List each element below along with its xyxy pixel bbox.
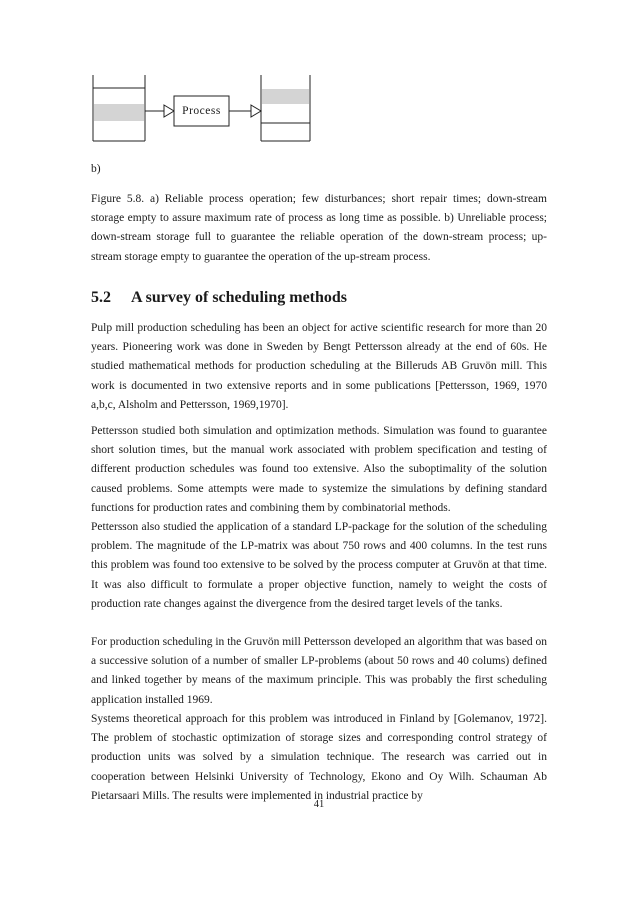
downstream-storage-level [262,89,309,104]
body-paragraph: Pulp mill production scheduling has been an object for active scientific research for more than 20 years. Pioneering work was done in Sweden by Bengt Pettersson already at the end of 60s. He studied mathematical methods for production scheduling at the Billeruds AB Gruvön mill. This work is documented in two extensive reports and in some publications [Pettersson, 1969, 1970 a,b,c, Alsholm and Pettersson, 1969,1970]. [91,322,547,411]
outflow-arrow [229,105,261,117]
process-diagram [0,0,638,150]
body-paragraph: Pettersson studied both simulation and optimization methods. Simulation was found to guarantee short solution times, but the manual work associated with problem specification and testing of different production schedules was found too extensive. Also the suboptimality of the solution caused problems. Some attempts were made to systemize the simulations by defining standard functions for production rates and combining them by combinatorial methods. [91,425,547,514]
section-title-text: A survey of scheduling methods [131,289,348,306]
page-number: 41 [313,799,325,810]
body-paragraph: For production scheduling in the Gruvön mill Pettersson developed an algorithm that was based on a successive solution of a number of smaller LP-problems (about 50 rows and 40 colums) defined and linked together by means of the maximum principle. This was probably the first scheduling application installed 1969. [91,636,547,706]
upstream-storage-level [94,104,144,121]
process-label: Process [182,105,221,117]
downstream-storage-tank [261,75,310,141]
body-paragraph: Pettersson also studied the application of a standard LP-package for the solution of the scheduling problem. The magnitude of the LP-matrix was about 750 rows and 400 columns. In the test runs this problem was found too extensive to be solved by the process computer at Gruvön at that time. It was also difficult to formulate a proper objective function, namely to weight the costs of production rate changes against the divergence from the desired target levels of the tanks. [91,521,547,610]
section-number: 5.2 [91,289,111,306]
inflow-arrow [145,105,174,117]
subfigure-tag: b) [91,163,101,175]
body-paragraph: Systems theoretical approach for this problem was introduced in Finland by [Golemanov, 1972]. The problem of stochastic optimization of storage sizes and corresponding control strategy of production units was solved by a simulation technique. The research was carried out in cooperation between Helsinki University of Technology, Ekono and Oy Wilh. Schauman Ab Pietarsaari Mills. The results were implemented in industrial practice by [91,713,547,802]
figure-caption: Figure 5.8. a) Reliable process operation; few disturbances; short repair times; down-stream storage empty to assure maximum rate of process as long time as possible. b) Unreliable process; down-stream storage full to guarantee the reliable operation of the down-stream process; up-stream storage empty to guarantee the operation of the up-stream process. [91,193,547,263]
upstream-storage-tank [93,75,145,141]
section-heading [91,289,347,307]
process-diagram-graphic [0,0,638,150]
